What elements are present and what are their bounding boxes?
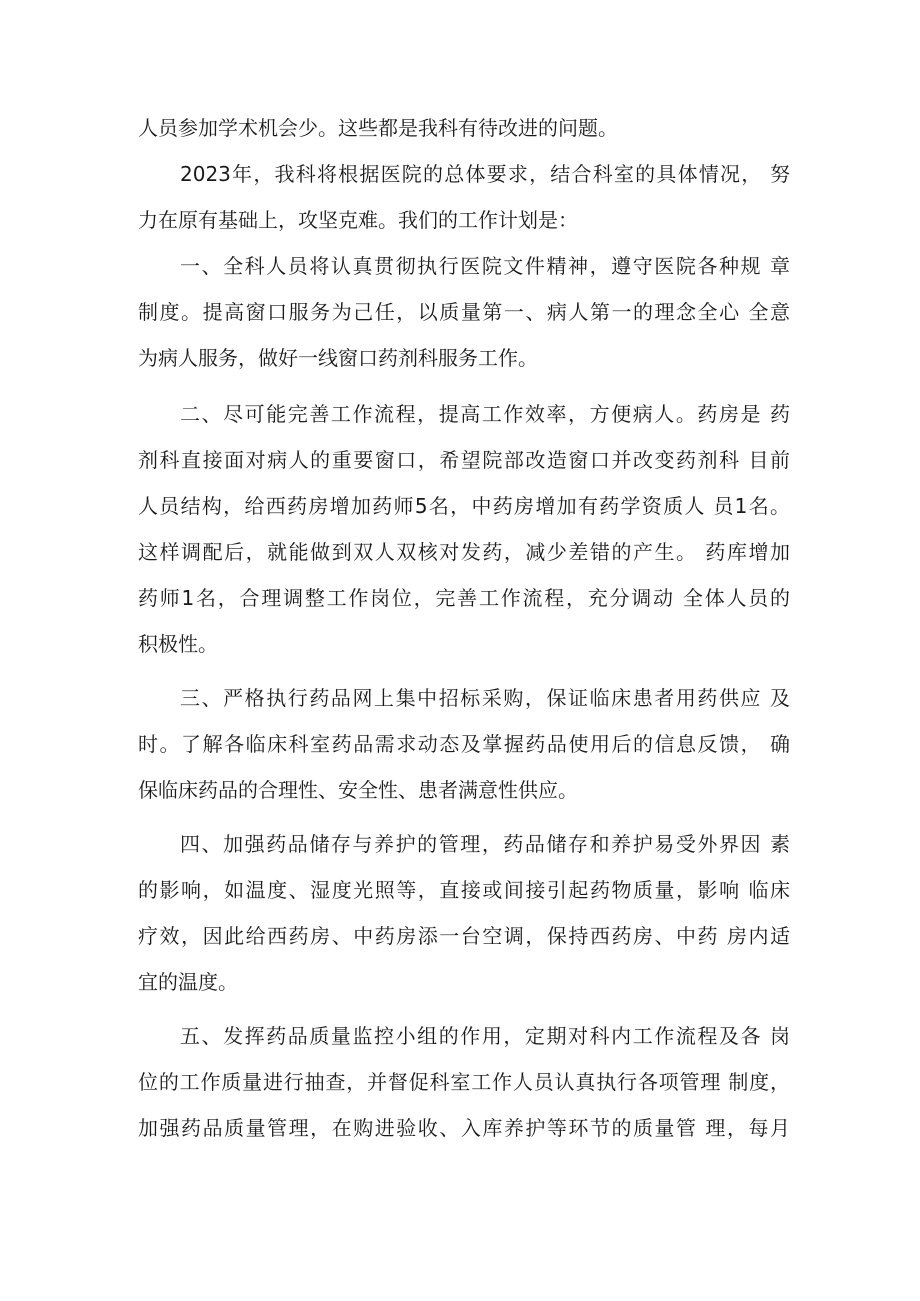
text-line: 一、全科人员将认真贯彻执行医院文件精神，遵守医院各种规 章: [180, 254, 790, 278]
text-line: 加强药品质量管理，在购进验收、入库养护等环节的质量管 理，每月: [138, 1116, 790, 1140]
text-line: 五、发挥药品质量监控小组的作用，定期对科内工作流程及各 岗: [180, 1024, 790, 1048]
text-line: 位的工作质量进行抽查，并督促科室工作人员认真执行各项管理 制度，: [138, 1070, 790, 1094]
text-line: 时。了解各临床科室药品需求动态及掌握药品使用后的信息反馈， 确: [138, 732, 790, 756]
text-line: 人员结构，给西药房增加药师5名，中药房增加有药学资质人 员1名。: [138, 494, 790, 518]
text-line: 三、严格执行药品网上集中招标采购，保证临床患者用药供应 及: [180, 686, 790, 710]
text-line: 剂科直接面对病人的重要窗口，希望院部改造窗口并改变药剂科 目前: [138, 448, 790, 472]
text-line: 宜的温度。: [138, 970, 238, 994]
text-line: 疗效，因此给西药房、中药房添一台空调，保持西药房、中药 房内适: [138, 924, 790, 948]
text-line: 二、尽可能完善工作流程，提高工作效率，方便病人。药房是 药: [180, 402, 790, 426]
text-line: 为病人服务，做好一线窗口药剂科服务工作。: [138, 346, 538, 370]
text-line: 积极性。: [138, 632, 218, 656]
text-line: 药师1名，合理调整工作岗位，完善工作流程，充分调动 全体人员的: [138, 586, 790, 610]
text-line: 的影响，如温度、湿度光照等，直接或间接引起药物质量，影响 临床: [138, 878, 790, 902]
text-line: 这样调配后，就能做到双人双核对发药，减少差错的产生。 药库增加: [138, 540, 790, 564]
text-line: 人员参加学术机会少。这些都是我科有待改进的问题。: [138, 116, 618, 140]
text-line: 四、加强药品储存与养护的管理，药品储存和养护易受外界因 素: [180, 832, 790, 856]
text-line: 2023年，我科将根据医院的总体要求，结合科室的具体情况， 努: [180, 162, 790, 186]
text-line: 制度。提高窗口服务为己任，以质量第一、病人第一的理念全心 全意: [138, 300, 790, 324]
text-line: 保临床药品的合理性、安全性、患者满意性供应。: [138, 778, 578, 802]
text-line: 力在原有基础上，攻坚克难。我们的工作计划是：: [138, 208, 578, 232]
